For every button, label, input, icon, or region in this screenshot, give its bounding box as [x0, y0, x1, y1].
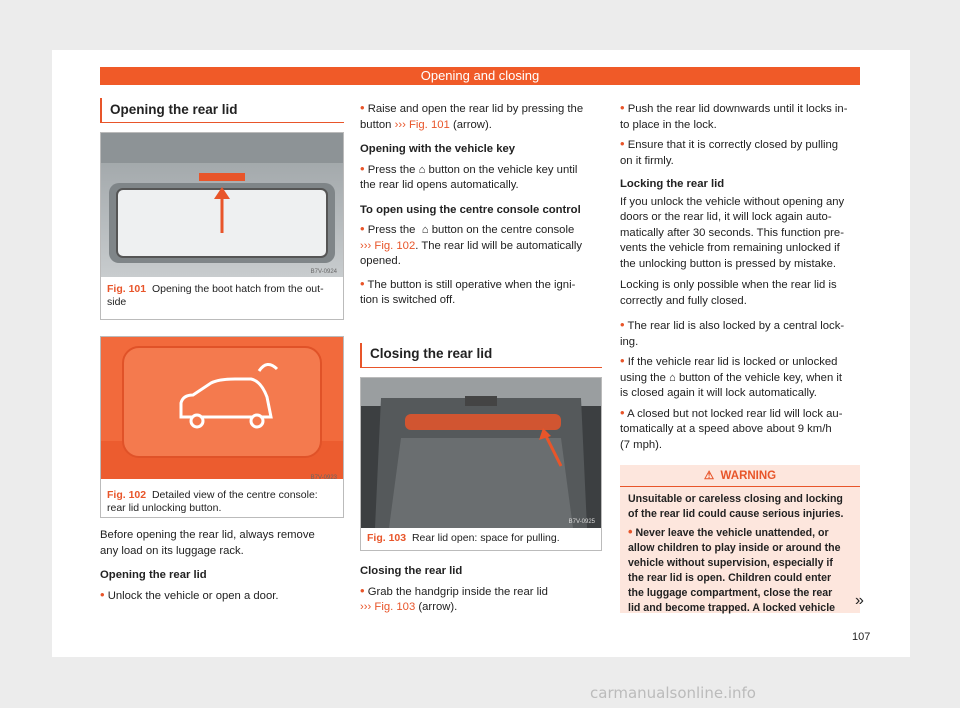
warning-body — [620, 487, 860, 621]
text-line: . The rear lid will be automatically — [415, 239, 583, 252]
bullet: • — [628, 524, 633, 539]
text-line: Ensure that it is correctly closed by pulling — [627, 139, 839, 151]
text-line: The button is still operative when the igni- — [367, 278, 576, 291]
subheading: Opening with the vehicle key — [360, 143, 516, 155]
warning-title: WARNING — [720, 470, 777, 482]
watermark: carmanualsonline.info — [590, 684, 756, 702]
caption-line: Opening the boot hatch from the out- — [151, 283, 324, 295]
open-hatch-image — [361, 378, 601, 528]
figure-number: Fig. 102 — [107, 489, 147, 501]
section-title: Closing the rear lid — [370, 346, 493, 361]
bullet: • — [360, 275, 365, 291]
subheading: Locking the rear lid — [620, 178, 725, 190]
text-line: correctly and fully closed. — [620, 294, 747, 307]
right-body-text — [620, 100, 860, 453]
warning-line: the rear lid is open. Children could enter — [628, 572, 832, 584]
warning-line: Never leave the vehicle unattended, or — [635, 527, 829, 539]
figure-link[interactable]: ››› Fig. 101 — [394, 118, 450, 131]
bullet: • — [620, 100, 625, 115]
text-line: button on the centre console — [431, 224, 575, 236]
text-line: A closed but not locked rear lid will lock au- — [627, 407, 843, 420]
text-line: matically after 30 seconds. This function pre- — [620, 226, 844, 239]
figure-caption — [367, 532, 597, 545]
text-line: on it firmly. — [620, 154, 674, 167]
figure-number: Fig. 101 — [107, 283, 147, 295]
text-line: Locking is only possible when the rear lid is — [620, 279, 837, 291]
text-line: the rear lid opens automatically. — [360, 179, 519, 191]
subheading: Opening the rear lid — [100, 569, 207, 581]
section-title: Opening the rear lid — [110, 102, 238, 117]
text-line: Push the rear lid downwards until it locks in- — [627, 103, 848, 115]
text-line: button on the vehicle key until — [428, 163, 578, 176]
text-line: any load on its luggage rack. — [100, 544, 244, 557]
left-body-text — [100, 528, 340, 604]
text-line: the unlocking button is pressed by mistake. — [620, 257, 837, 270]
bullet: • — [620, 353, 625, 368]
text-line: (7 mph). — [620, 438, 663, 451]
text-line: The rear lid is also locked by a central lock- — [627, 320, 845, 332]
text-line: tion is switched off. — [360, 294, 456, 306]
warning-line: allow children to play inside or around the — [628, 542, 841, 554]
caption-line: Detailed view of the centre console: — [151, 489, 318, 501]
section-title-box — [100, 98, 344, 123]
figure-link[interactable]: ››› Fig. 103 — [360, 601, 416, 613]
warning-line: lid and become trapped. A locked vehicle — [628, 602, 836, 614]
warning-box — [620, 465, 860, 613]
car-hatch-icon: ⌂ — [421, 224, 429, 236]
warning-line: Unsuitable or careless closing and locking — [628, 493, 843, 505]
figure-caption — [107, 283, 337, 309]
continue-mark: » — [855, 592, 864, 609]
text-line: is closed again it will lock automatically. — [620, 387, 817, 399]
section-title-box — [360, 343, 602, 368]
figure-103 — [360, 377, 602, 551]
text-line: doors or the rear lid, it will lock again auto- — [620, 211, 832, 223]
page-number: 107 — [852, 631, 871, 643]
text-line: Grab the handgrip inside the rear lid — [367, 585, 548, 598]
car-key-icon: ⌂ — [418, 163, 426, 176]
text-line: ing. — [620, 335, 639, 348]
subheading: To open using the centre console control — [360, 203, 581, 216]
warning-line: of the rear lid could cause serious injuries. — [628, 508, 844, 520]
bullet: • — [620, 317, 625, 332]
bullet: • — [360, 221, 365, 236]
text-line: (arrow). — [452, 118, 492, 131]
figure-number: Fig. 103 — [367, 532, 407, 544]
console-button-image — [101, 337, 343, 479]
text-line: Press the — [367, 163, 416, 176]
figure-102 — [100, 336, 344, 518]
text-line: tomatically at a speed above about 9 km/h — [620, 423, 832, 435]
text-line: to place in the lock. — [620, 118, 717, 131]
text-line: If you unlock the vehicle without opening any — [620, 195, 845, 208]
text-line: Raise and open the rear lid by pressing the — [367, 103, 584, 115]
figure-code: B7V-0923 — [310, 475, 337, 481]
figure-code: B7V-0924 — [310, 269, 337, 275]
figure-101 — [100, 132, 344, 320]
figure-code: B7V-0925 — [568, 519, 595, 525]
rear-hatch-image — [101, 133, 343, 277]
bullet: • — [620, 404, 625, 420]
car-key-icon: ⌂ — [669, 371, 676, 384]
text-line: (arrow). — [418, 601, 458, 613]
bullet: • — [360, 160, 365, 176]
warning-header — [620, 465, 860, 487]
bullet: • — [360, 100, 365, 115]
warning-triangle-icon: ⚠ — [703, 470, 715, 482]
text-line: button — [360, 118, 392, 131]
subheading: Closing the rear lid — [360, 565, 463, 577]
text-line: button of the vehicle key, when it — [678, 371, 843, 384]
text-line: Before opening the rear lid, always remove — [100, 529, 315, 541]
text-line: Unlock the vehicle or open a door. — [107, 589, 279, 602]
bullet: • — [360, 582, 365, 598]
caption-line: rear lid unlocking button. — [107, 502, 222, 514]
text-line: Press the — [367, 224, 416, 236]
figure-caption — [107, 489, 337, 515]
figure-link[interactable]: ››› Fig. 102 — [360, 239, 416, 252]
warning-line: the luggage compartment, close the rear — [628, 587, 833, 599]
caption-line: side — [107, 296, 127, 308]
text-line: using the — [620, 371, 666, 384]
text-line: If the vehicle rear lid is locked or unlocked — [627, 356, 838, 368]
page-header: Opening and closing — [100, 67, 860, 85]
text-line: vents the vehicle from remaining unlocked if — [620, 242, 840, 254]
warning-line: vehicle without supervision, especially if — [628, 557, 833, 569]
bullet: • — [620, 136, 625, 151]
middle-lower-text — [360, 564, 600, 616]
bullet: • — [100, 586, 105, 602]
text-line: opened. — [360, 255, 401, 267]
middle-body-text — [360, 100, 605, 309]
caption-line: Rear lid open: space for pulling. — [411, 532, 560, 544]
